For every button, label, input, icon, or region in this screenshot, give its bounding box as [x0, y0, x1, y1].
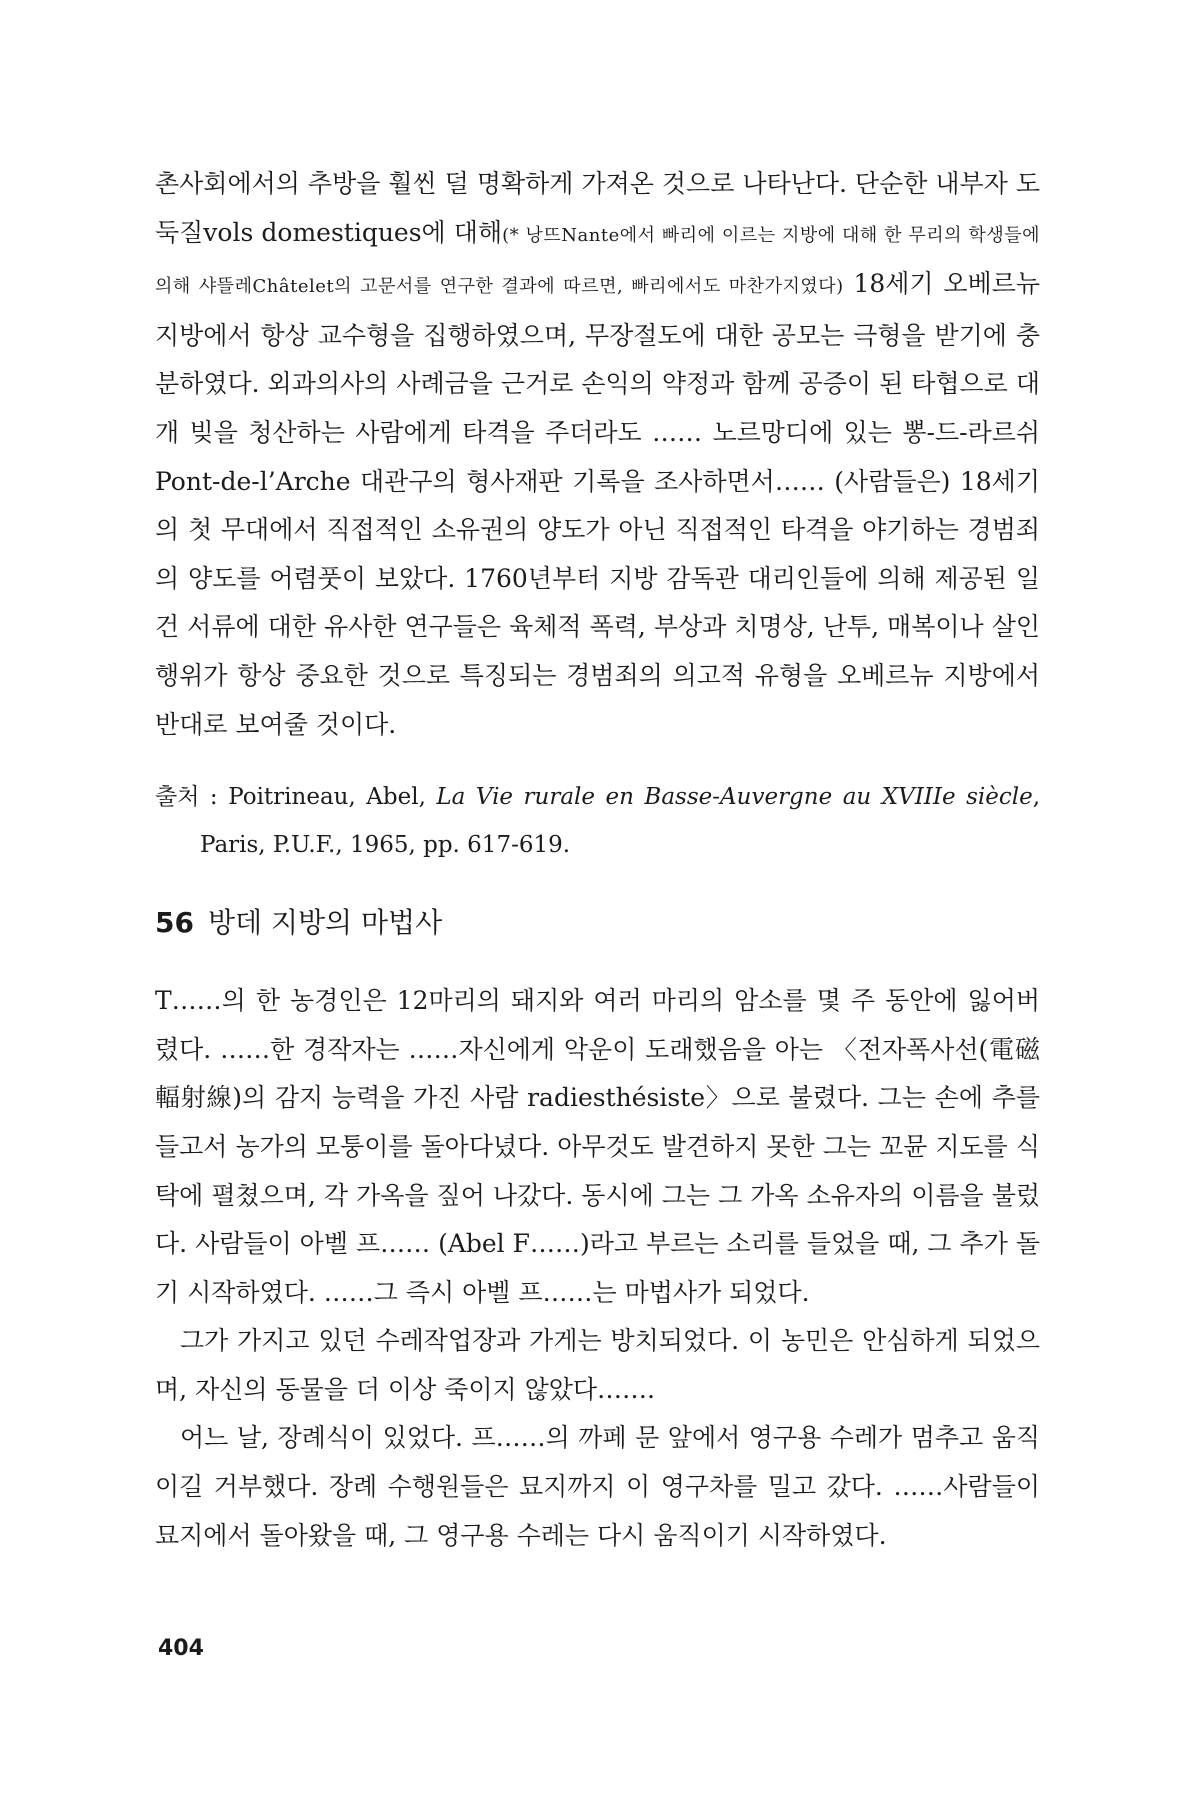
- source-citation: [155, 773, 1040, 869]
- source-label: 출처 :: [155, 784, 229, 811]
- section-number: 56: [155, 906, 194, 940]
- paragraph: T……의 한 농경인은 12마리의 돼지와 여러 마리의 암소를 몇 주 동안에 잃어버렸다. ……한 경작자는 ……자신에게 악운이 도래했음을 아는 〈전자폭사선(電磁輻射線)의 감지 능력을 가진 사람 radiesthésiste〉으로 불렸다. 그는 손에 추를 들고서 농가의 모퉁이를 돌아다녔다. 아무것도 발견하지 못한 그는 꼬뮨 지도를 식탁에 펼쳤으며, 각 가옥을 짚어 나갔다. 동시에 그는 그 가옥 소유자의 이름을 불렀다. 사람들이 아벨 프…… (Abel F……)라고 부르는 소리를 들었을 때, 그 추가 돌기 시작하였다. ……그 즉시 아벨 프……는 마법사가 되었다.: [155, 986, 1040, 1307]
- paragraph: 그가 가지고 있던 수레작업장과 가게는 방치되었다. 이 농민은 안심하게 되었으며, 자신의 동물을 더 이상 죽이지 않았다…….: [155, 1326, 1040, 1404]
- translator-note: (* 낭뜨Nante에서 빠리에 이르는 지방에 대해 한 무리의 학생들에 의해 샤뜰레Châtelet의 고문서를 연구한 결과에 따르면, 빠리에서도 마찬가지였다): [155, 224, 1040, 298]
- section-title: 방데 지방의 마법사: [207, 906, 443, 940]
- source-authors: Poitrineau, Abel,: [228, 784, 437, 811]
- section-heading: [155, 903, 1040, 943]
- paragraph-text: 촌사회에서의 추방을 훨씬 덜 명확하게 가져온 것으로 나타난다. 단순한 내부자 도둑질vols domestiques에 대해: [155, 169, 1040, 247]
- source-title: La Vie rurale en Basse-Auvergne au XVIIIe siècle: [436, 784, 1033, 811]
- paragraph: 어느 날, 장례식이 있었다. 프……의 까페 문 앞에서 영구용 수레가 멈추고 움직이길 거부했다. 장례 수행원들은 묘지까지 이 영구차를 밀고 갔다. ……사람들이 묘지에서 돌아왔을 때, 그 영구용 수레는 다시 움직이기 시작하였다.: [155, 1423, 1040, 1550]
- page-body: [155, 160, 1040, 1560]
- paragraph-continued: [155, 160, 1040, 749]
- source-details: , Paris, P.U.F., 1965, pp. 617-619.: [200, 784, 1040, 859]
- page-number: 404: [158, 1636, 204, 1661]
- paragraph-text: 18세기 오베르뉴 지방에서 항상 교수형을 집행하였으며, 무장절도에 대한 공모는 극형을 받기에 충분하였다. 외과의사의 사례금을 근거로 손익의 약정과 함께 공증이 된 타협으로 대개 빚을 청산하는 사람에게 타격을 주더라도 …… 노르망디에 있는 뽕-드-라르쉬 Pont-de-l’Arche 대관구의 형사재판 기록을 조사하면서…… (사람들은) 18세기의 첫 무대에서 직접적인 소유권의 양도가 아닌 직접적인 타격을 야기하는 경범죄의 양도를 어렴풋이 보았다. 1760년부터 지방 감독관 대리인들에 의해 제공된 일건 서류에 대한 유사한 연구들은 육체적 폭력, 부상과 치명상, 난투, 매복이나 살인행위가 항상 중요한 것으로 특징되는 경범죄의 의고적 유형을 오베르뉴 지방에서 반대로 보여줄 것이다.: [155, 269, 1041, 739]
